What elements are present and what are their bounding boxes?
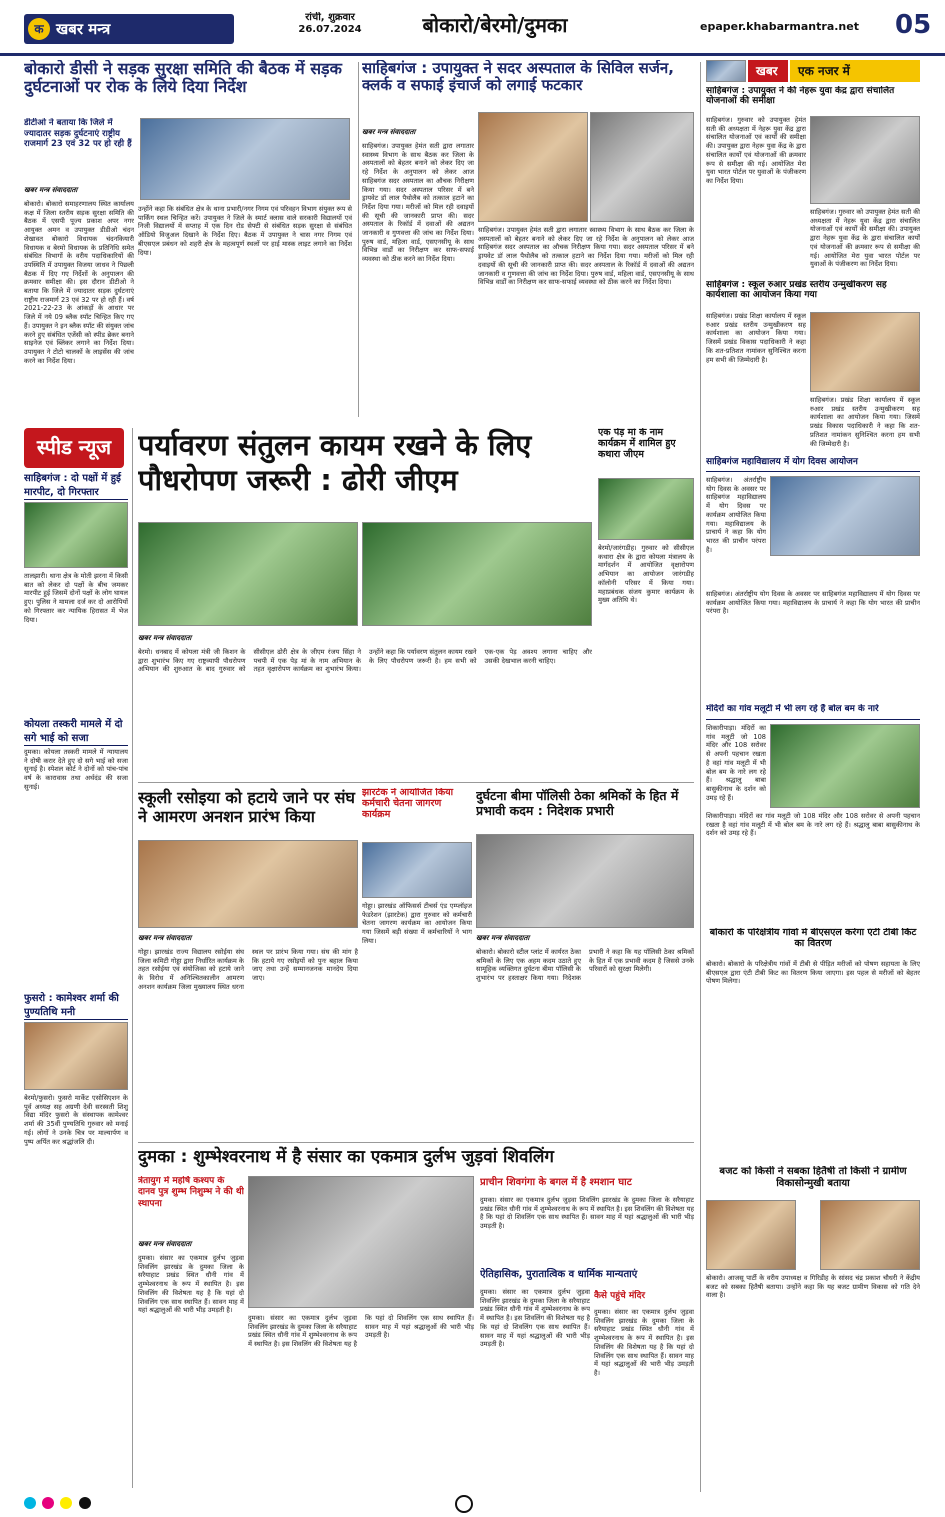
story3-side-title: एक पेड़ मां के नाम कार्यक्रम में शामिल हुए कथारा जीएम xyxy=(598,428,676,460)
black-dot xyxy=(79,1497,91,1509)
speed-news-3-photo xyxy=(24,1022,128,1090)
sidebar-title: एक नजर में xyxy=(790,60,920,82)
story1-body: बोकारो। बोकारो समाहरणालय स्थित कार्यालय कक्ष में जिला स्तरीय सड़क सुरक्षा समिति की बैठक में एसपी पूज्य प्रकाश अपर नगर आयुक्त अमन व उपायुक्त डीडीओ चंदन शेखावत बोकारो विधायक चंदनकियारी विधायक व बेरमो विधायक के प्रतिनिधि समेत संबंधित विभागों के वरीय पदाधिकारियों की उपस्थिति में उपायुक्त विजया जाधव ने पिछली बैठक में दिए गए निर्देशों के अनुपालन की क्रमवार समीक्षा की। इस दौरान डीटीओ ने बताया कि जिले में ज्यादातर सड़क दुर्घटनाएं राष्ट्रीय राजमार्ग 23 एवं 32 पर हो रही हैं। वर्ष 2021-22-23 के आंकड़ों के आधार पर जिले में नये 09 ब्लैक स्पॉट चिन्हित किए गए हैं। उपायुक्त ने इन ब्लैक स्पॉट की संयुक्त जांच करने हुए संबंधित एजेंसी को स्पीड ब्रेकर बनाने साइनेज एवं ब्लिंकर लगाने का निर्देश दिया। उपायुक्त ने टोटो चालकों के लाइसेंस की जांच करने का निर्देश दिया। xyxy=(24,200,134,365)
sidebar-story6-body: बोकारो। आजसू पार्टी के वरीय उपाध्यक्ष व गिरिडीह के सांसद चंद्र प्रकाश चौधरी ने केंद्रीय बजट को सबका हितैषी बताया। उन्होंने कहा कि यह बजट ग्रामीण विकास को गति देने वाला है। xyxy=(706,1274,920,1300)
story1-pull-quote: डीटीओ ने बताया कि जिले में ज्यादातर सड़क दुर्घटनाएं राष्ट्रीय राजमार्ग 23 एवं 32 पर हो रही हैं xyxy=(24,118,132,150)
sidebar-story6-title: बजट को किसी ने सबका हितैषी तो किसी ने ग्रामीण विकासोन्मुखी बताया xyxy=(719,1166,907,1189)
sidebar-story3-title: साहिबगंज महाविद्यालय में योग दिवस आयोजन xyxy=(706,456,920,472)
story7-sub1: त्रेतायुग में महर्षि कश्यप के दानव पुत्र शुम्भ निशुम्भ ने की थी स्थापना xyxy=(138,1176,244,1209)
sidebar-story5-body: बोकारो। बोकारो के परिक्षेत्रीय गांवों में टीबी से पीड़ित मरीजों को पोषण सहायता के लिए बीएसएल द्वारा एंटी टीबी किट का वितरण किया जाएगा। इस पहल से मरीजों को बेहतर पोषण मिलेगा। xyxy=(706,960,920,986)
yellow-dot xyxy=(60,1497,72,1509)
speed-news-1-photo xyxy=(24,502,128,568)
sidebar-story3-body-cont: साहिबगंज। अंतर्राष्ट्रीय योग दिवस के अवसर पर साहिबगंज महाविद्यालय में योग दिवस पर कार्यक्रम आयोजित किया गया। महाविद्यालय के प्राचार्य ने कहा कि योग भारत की प्राचीन परंपरा है। xyxy=(706,590,920,616)
sidebar-story6-photo-2 xyxy=(820,1200,920,1270)
sidebar-story4-photo xyxy=(770,724,920,808)
sidebar-story2-body: साहिबगंज। प्रखंड शिक्षा कार्यालय में स्कूल रुआर प्रखंड स्तरीय उन्मुखीकरण सह कार्यशाला का आयोजन किया गया। जिसमें प्रखंड विकास पदाधिकारी ने कहा कि शत-प्रतिशत नामांकन सुनिश्चित करना हम सभी की जिम्मेदारी है। xyxy=(706,312,806,364)
story6-headline: दुर्घटना बीमा पॉलिसी ठेका श्रमिकों के हित में प्रभावी कदम : निदेशक प्रभारी xyxy=(476,788,679,818)
sidebar-story2-body-cont: साहिबगंज। प्रखंड शिक्षा कार्यालय में स्कूल रुआर प्रखंड स्तरीय उन्मुखीकरण सह कार्यशाला का आयोजन किया गया। जिसमें प्रखंड विकास पदाधिकारी ने कहा कि शत-प्रतिशत नामांकन सुनिश्चित करना हम सभी की जिम्मेदारी है। xyxy=(810,396,920,448)
section-title: बोकारो/बेरमो/दुमका xyxy=(422,13,568,37)
column-divider xyxy=(132,428,133,1488)
story1-headline: बोकारो डीसी ने सड़क सुरक्षा समिति की बैठक में सड़क दुर्घटनाओं पर रोक के लिये दिया निर्देश xyxy=(24,60,342,97)
page-number: 05 xyxy=(895,10,932,40)
sidebar-story6-photo-1 xyxy=(706,1200,796,1270)
story4-body: गोड्डा। झारखंड राज्य विद्यालय रसोईया संघ जिला कमिटी गोड्डा द्वारा निर्धारित कार्यक्रम के तहत रसोईया एवं संयोजिका को हटाये जाने के विरोध में अनिश्चितकालीन आमरण अनशन कार्यक्रम जिला मुख्यालय स्थित धरना स्थल पर प्रारंभ किया गया। संघ की मांग है कि हटाये गए रसोइयों को पुनः बहाल किया जाए तथा उन्हें सम्मानजनक मानदेय दिया जाए। xyxy=(138,948,358,991)
city-day: रांची, शुक्रवार xyxy=(305,12,355,23)
story3-photo-1 xyxy=(138,522,358,626)
story7-byline: खबर मन्त्र संवाददाता xyxy=(138,1240,192,1248)
speed-news-1-title: साहिबगंज : दो पक्षों में हुई मारपीट, दो गिरफ्तार xyxy=(24,472,128,500)
story6-byline: खबर मन्त्र संवाददाता xyxy=(476,934,530,942)
story7-photo-temple xyxy=(248,1176,474,1308)
story7-sub3: ऐतिहासिक, पुरातात्विक व धार्मिक मान्यताएं xyxy=(480,1269,638,1280)
column-divider xyxy=(358,62,359,417)
speed-news-label: स्पीड न्यूज xyxy=(24,428,124,468)
story2-photo-2 xyxy=(590,112,694,222)
story7-body-4: दुमका। संसार का एकमात्र दुर्लभ जुड़वा शिवलिंग झारखंड के दुमका जिला के सरैयाहाट प्रखंड स्थित धौनी गांव में शुम्भेश्वरनाथ के रूप में स्थापित है। इस शिवलिंग की विशेषता यह है कि यहां दो शिवलिंग एक साथ स्थापित हैं। सावन माह में यहां श्रद्धालुओं की भारी भीड़ उमड़ती है। xyxy=(594,1308,694,1377)
story1-photo xyxy=(140,118,350,200)
story5-body: गोड्डा। झारखंड ऑफिसर्स टीचर्स एंड एम्प्लॉइज फेडरेशन (झारटेक) द्वारा गुरुवार को कर्मचारी चेतना जागरण कार्यक्रम का आयोजन किया गया जिसमें बड़ी संख्या में कर्मचारियों ने भाग लिया। xyxy=(362,902,472,945)
story4-headline: स्कूली रसोइया को हटाये जाने पर संघ ने आमरण अनशन प्रारंभ किया xyxy=(138,788,355,827)
brand-logo-box xyxy=(24,14,234,44)
story2-body: साहिबगंज। उपायुक्त हेमंत सती द्वारा लगातार स्वास्थ्य विभाग के साथ बैठक कर जिला के अस्पतालों को बेहतर बनाने को लेकर दिए जा रहे निर्देश के अनुपालन को लेकर आज साहिबगंज सदर अस्पताल का औचक निरीक्षण किया गया। सदर अस्पताल परिसर में बने ड्रायवेट डॉ लाल पैथोलैब को तत्काल हटाने का निर्देश दिया गया। मरीजों को मिल रही दवाइयों की सूची की जानकारी प्राप्त की। सदर अस्पताल के रिकॉर्ड में दवाओं की अद्यतन जानकारी व गुणवत्ता की जांच का निर्देश दिया। पुरुष वार्ड, महिला वार्ड, एसएनसीयू के साथ विभिन्न वार्डों का निरीक्षण कर साफ-सफाई व्यवस्था को ठीक करने का निर्देश दिया। xyxy=(362,142,474,264)
sidebar-story1-title: साहिबगंज : उपायुक्त ने की नेहरू युवा केंद्र द्वारा संचालित योजनाओं की समीक्षा xyxy=(706,86,895,107)
site-url[interactable]: epaper.khabarmantra.net xyxy=(700,20,859,33)
sidebar-story3-photo xyxy=(770,476,920,556)
story4-byline: खबर मन्त्र संवाददाता xyxy=(138,934,192,942)
story3-byline: खबर मन्त्र संवाददाता xyxy=(138,634,192,642)
story7-sub2: प्राचीन शिवगंगा के बगल में है श्मशान घाट xyxy=(480,1177,632,1188)
speed-news-1-body: तालझारी। थाना क्षेत्र के मोती झरना में किसी बात को लेकर दो पक्षों के बीच जमकर मारपीट हुई जिसमें दोनों पक्षों के लोग घायल हुए। पुलिस ने मामला दर्ज कर दो आरोपियों को गिरफ्तार कर न्यायिक हिरासत में भेज दिया। xyxy=(24,572,128,624)
story2-photo-1 xyxy=(478,112,588,222)
sidebar-logo-photo xyxy=(706,60,746,82)
sidebar-story2-photo xyxy=(810,312,920,392)
issue-date: 26.07.2024 xyxy=(298,24,362,35)
story3-side-photo xyxy=(598,478,694,540)
story2-headline: साहिबगंज : उपायुक्त ने सदर अस्पताल के सिविल सर्जन, क्लर्क व सफाई इंचार्ज को लगाई फटकार xyxy=(362,60,674,95)
story7-sub4: कैसे पहुंचे मंदिर xyxy=(594,1291,646,1301)
sidebar-story1-photo xyxy=(810,116,920,204)
story1-byline: खबर मन्त्र संवाददाता xyxy=(24,186,78,194)
row-divider xyxy=(138,1142,694,1143)
story6-photo xyxy=(476,834,694,928)
sidebar-story4-body: शिकारीपाड़ा। मंदिरों का गांव मलूटी जो 108 मंदिर और 108 सरोवर से अपनी पहचान रखता है वहां गांव मलूटी में भी बोल बम के नारे लग रहे हैं। श्रद्धालु बाबा बासुकीनाथ के दर्शन को उमड़ रहे हैं। xyxy=(706,724,766,802)
crosshair-icon xyxy=(455,1495,473,1513)
speed-news-3-title: फुसरो : कामेश्वर शर्मा की पुण्यतिथि मनी xyxy=(24,992,128,1020)
sidebar-story2-title: साहिबगंज : स्कूल रुआर प्रखंड स्तरीय उन्मुखीकरण सह कार्यशाला का आयोजन किया गया xyxy=(706,280,887,301)
sidebar-story5-title: बोकारो के परिक्षेत्रीय गांवों में बीएसएल करेगा एंटी टीबी किट का वितरण xyxy=(709,928,917,949)
story3-headline: पर्यावरण संतुलन कायम रखने के लिए पौधरोपण जरूरी : ढोरी जीएम xyxy=(138,428,532,497)
story3-photo-2 xyxy=(362,522,592,626)
brand-name: खबर मन्त्र xyxy=(56,20,111,38)
sidebar-story3-body: साहिबगंज। अंतर्राष्ट्रीय योग दिवस के अवसर पर साहिबगंज महाविद्यालय में योग दिवस पर कार्यक्रम आयोजित किया गया। महाविद्यालय के प्राचार्य ने कहा कि योग भारत की प्राचीन परंपरा है। xyxy=(706,476,766,554)
story7-headline: दुमका : शुम्भेश्वरनाथ में है संसार का एकमात्र दुर्लभ जुड़वां शिवलिंग xyxy=(138,1147,554,1167)
speed-news-2-title: कोयला तस्करी मामले में दो सगे भाई को सजा xyxy=(24,718,128,746)
story2-byline: खबर मन्त्र संवाददाता xyxy=(362,128,416,136)
sidebar-tag: खबर xyxy=(748,60,788,82)
story7-body-2: दुमका। संसार का एकमात्र दुर्लभ जुड़वा शिवलिंग झारखंड के दुमका जिला के सरैयाहाट प्रखंड स्थित धौनी गांव में शुम्भेश्वरनाथ के रूप में स्थापित है। इस शिवलिंग की विशेषता यह है कि यहां दो शिवलिंग एक साथ स्थापित हैं। सावन माह में यहां श्रद्धालुओं की भारी भीड़ उमड़ती है। xyxy=(480,1196,694,1231)
speed-news-2-body: दुमका। कोयला तस्करी मामले में न्यायालय ने दोषी करार देते हुए दो सगे भाई को सजा सुनाई है। स्पेशल कोर्ट ने दोनों को पांच-पांच वर्ष के कारावास तथा अर्थदंड की सजा सुनाई। xyxy=(24,748,128,791)
story2-body-cont: साहिबगंज। उपायुक्त हेमंत सती द्वारा लगातार स्वास्थ्य विभाग के साथ बैठक कर जिला के अस्पतालों को बेहतर बनाने को लेकर दिए जा रहे निर्देश के अनुपालन को लेकर आज साहिबगंज सदर अस्पताल का औचक निरीक्षण किया गया। सदर अस्पताल परिसर में बने ड्रायवेट डॉ लाल पैथोलैब को तत्काल हटाने का निर्देश दिया गया। मरीजों को मिल रही दवाइयों की सूची की जानकारी प्राप्त की। सदर अस्पताल के रिकॉर्ड में दवाओं की अद्यतन जानकारी व गुणवत्ता की जांच का निर्देश दिया। पुरुष वार्ड, महिला वार्ड, एसएनसीयू के साथ विभिन्न वार्डों का निरीक्षण कर साफ-सफाई व्यवस्था को ठीक करने का निर्देश दिया। xyxy=(478,226,694,287)
brand-emblem-icon: क xyxy=(28,18,50,40)
sidebar-story4-title: मंदिरों का गांव मलूटी में भी लग रहे हैं बोल बम के नारे xyxy=(706,704,920,720)
story3-body: बेरमो। धनबाद में कोयला मंत्री जी किशन के द्वारा शुभारंभ किए गए राष्ट्रव्यापी पौधरोपण अभियान की शुरुआत के बाद गुरुवार को सीसीएल ढोरी क्षेत्र के जीएम रंजय सिंहा ने पचपी में एक पेड़ मां के नाम अभियान के तहत वृक्षारोपण कार्यक्रम का शुभारंभ किया। उन्होंने कहा कि पर्यावरण संतुलन कायम रखने के लिए पौधरोपण जरूरी है। हम सभी को एक-एक पेड़ अवश्य लगाना चाहिए और उसकी देखभाल करनी चाहिए। xyxy=(138,648,592,674)
dateline xyxy=(270,12,390,36)
story3-side-body: बेरमो/जारंगडीह। गुरुवार को सीसीएल कथारा क्षेत्र के द्वारा कोयला मंत्रालय के मार्गदर्शन में आयोजित वृक्षारोपण अभियान का आयोजन जारंगडीह कॉलोनी परिसर में किया गया। महाप्रबंधक संजय कुमार कार्यक्रम के मुख्य अतिथि थे। xyxy=(598,544,694,605)
sidebar-story1-body-cont: साहिबगंज। गुरुवार को उपायुक्त हेमंत सती की अध्यक्षता में नेहरू युवा केंद्र द्वारा संचालित योजनाओं एवं कार्यों की समीक्षा की। उपायुक्त द्वारा नेहरू युवा केंद्र के द्वारा संचालित कार्यों एवं योजनाओं की क्रमवार रूप से समीक्षा की गई। आयोजित मेरा युवा भारत पोर्टल पर युवाओं के पंजीकरण का निर्देश दिया। xyxy=(810,208,920,269)
story6-body: बोकारो। बोकारो स्टील प्लांट में कार्यरत ठेका श्रमिकों के लिए एक अहम कदम उठाते हुए सामूहिक व्यक्तिगत दुर्घटना बीमा पॉलिसी के शुभारंभ पर हस्ताक्षर किया गया। निदेशक प्रभारी ने कहा कि यह पॉलिसी ठेका श्रमिकों के हित में एक प्रभावी कदम है जिससे उनके परिवारों को सुरक्षा मिलेगी। xyxy=(476,948,694,983)
sidebar-story1-body: साहिबगंज। गुरुवार को उपायुक्त हेमंत सती की अध्यक्षता में नेहरू युवा केंद्र द्वारा संचालित योजनाओं एवं कार्यों की समीक्षा की। उपायुक्त द्वारा नेहरू युवा केंद्र के द्वारा संचालित कार्यों एवं योजनाओं की क्रमवार रूप से समीक्षा की गई। आयोजित मेरा युवा भारत पोर्टल पर युवाओं के पंजीकरण का निर्देश दिया। xyxy=(706,116,806,185)
sidebar-story4-body-cont: शिकारीपाड़ा। मंदिरों का गांव मलूटी जो 108 मंदिर और 108 सरोवर से अपनी पहचान रखता है वहां गांव मलूटी में भी बोल बम के नारे लग रहे हैं। श्रद्धालु बाबा बासुकीनाथ के दर्शन को उमड़ रहे हैं। xyxy=(706,812,920,838)
story4-photo xyxy=(138,840,358,928)
cyan-dot xyxy=(24,1497,36,1509)
story1-body-cont: उन्होंने कहा कि संबंधित क्षेत्र के थाना प्रभारी/नगर निगम एवं परिवहन विभाग संयुक्त रूप से पार्किंग स्थल चिन्हित करें। उपायुक्त ने जिले के स्मार्ट क्लास वाले सरकारी विद्यालयों एवं निजी विद्यालयों में सप्ताह में एक दिन रोड सेफ्टी से संबंधित सड़क सुरक्षा से संबंधित ऑडियो विजुअल दिखाने के निर्देश दिए। बैठक में उपायुक्त ने चास नगर निगम एवं बीएसएल प्रबंधन को शहरी क्षेत्र के महत्वपूर्ण स्थलों पर हाई मास्क लाइट लगाने का निर्देश दिया। xyxy=(138,205,352,257)
story7-body-3: दुमका। संसार का एकमात्र दुर्लभ जुड़वा शिवलिंग झारखंड के दुमका जिला के सरैयाहाट प्रखंड स्थित धौनी गांव में शुम्भेश्वरनाथ के रूप में स्थापित है। इस शिवलिंग की विशेषता यह है कि यहां दो शिवलिंग एक साथ स्थापित हैं। सावन माह में यहां श्रद्धालुओं की भारी भीड़ उमड़ती है। xyxy=(480,1288,590,1349)
story5-photo xyxy=(362,842,472,898)
story7-body: दुमका। संसार का एकमात्र दुर्लभ जुड़वा शिवलिंग झारखंड के दुमका जिला के सरैयाहाट प्रखंड स्थित धौनी गांव में शुम्भेश्वरनाथ के रूप में स्थापित है। इस शिवलिंग की विशेषता यह है कि यहां दो शिवलिंग एक साथ स्थापित हैं। सावन माह में यहां श्रद्धालुओं की भारी भीड़ उमड़ती है। xyxy=(138,1254,244,1315)
story5-headline: झारटेक ने आयोजित किया कर्मचारी चेतना जागरण कार्यक्रम xyxy=(362,788,454,820)
story7-body-cont: दुमका। संसार का एकमात्र दुर्लभ जुड़वा शिवलिंग झारखंड के दुमका जिला के सरैयाहाट प्रखंड स्थित धौनी गांव में शुम्भेश्वरनाथ के रूप में स्थापित है। इस शिवलिंग की विशेषता यह है कि यहां दो शिवलिंग एक साथ स्थापित हैं। सावन माह में यहां श्रद्धालुओं की भारी भीड़ उमड़ती है। xyxy=(248,1314,474,1349)
row-divider xyxy=(138,782,694,783)
magenta-dot xyxy=(42,1497,54,1509)
sidebar-divider xyxy=(700,62,701,1492)
speed-news-3-body: बेरमो/फुसरो। फुसरो मार्केट एसोसिएशन के पूर्व अध्यक्ष सह अग्रणी देवी सरस्वती शिशु विद्या मंदिर फुसरो के संस्थापक कामेश्वर शर्मा की 35वीं पुण्यतिथि गुरुवार को मनाई गई। लोगों ने उनके चित्र पर माल्यार्पण व पुष्प अर्पित कर श्रद्धांजलि दी। xyxy=(24,1094,128,1146)
